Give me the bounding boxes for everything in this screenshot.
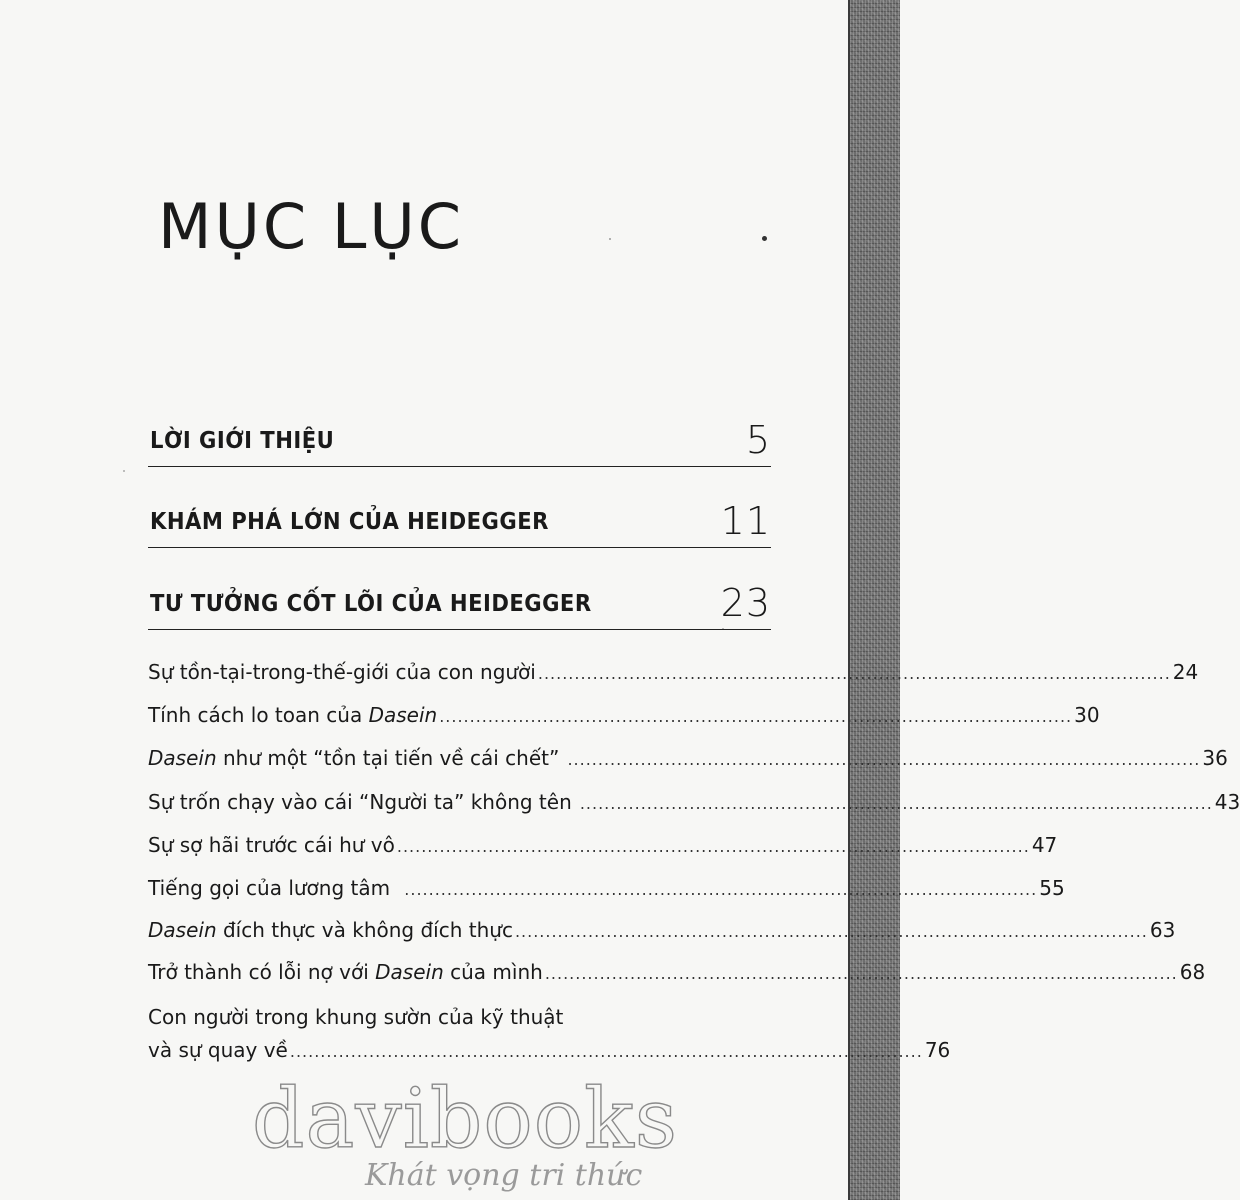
toc-entry[interactable] <box>148 833 1058 857</box>
entry-page-number: 47 <box>1031 833 1058 857</box>
section-page-number: 11 <box>720 499 771 543</box>
entry-page-number: 30 <box>1074 703 1100 727</box>
section-title: LỜI GIỚI THIỆU <box>150 428 335 454</box>
section-page-number: 5 <box>745 418 771 462</box>
dot-leader: ........................................................................................................ <box>396 837 1030 856</box>
dot-leader: ........................................................................................................ <box>514 922 1148 941</box>
entry-page-number: 76 <box>924 1038 951 1062</box>
toc-entry[interactable] <box>148 960 1206 984</box>
entry-page-number: 36 <box>1202 746 1228 770</box>
toc-entry[interactable] <box>148 790 1240 814</box>
entry-label: Trở thành có lỗi nợ với Dasein của mình <box>148 960 543 984</box>
entry-label: Dasein đích thực và không đích thực <box>148 918 513 942</box>
entry-page-number: 55 <box>1039 876 1065 900</box>
watermark-logo: davibooks <box>252 1072 678 1167</box>
ink-speck <box>123 470 125 472</box>
toc-entry[interactable] <box>148 876 1065 900</box>
toc-entry[interactable] <box>148 703 1100 727</box>
dot-leader: ........................................................................................................ <box>392 880 1038 899</box>
entry-label: Sự sợ hãi trước cái hư vô <box>148 833 395 857</box>
entry-label: Dasein như một “tồn tại tiến về cái chết” <box>148 746 560 770</box>
dot-leader: ........................................................................................................ <box>439 707 1073 726</box>
entry-label: Sự trốn chạy vào cái “Người ta” không tên <box>148 790 572 814</box>
toc-entry[interactable] <box>148 918 1176 942</box>
watermark-tagline: Khát vọng tri thức <box>365 1158 643 1193</box>
entry-page-number: 24 <box>1172 660 1199 684</box>
entry-label: Tính cách lo toan của Dasein <box>148 703 438 727</box>
section-title: TƯ TƯỞNG CỐT LÕI CỦA HEIDEGGER <box>150 591 592 617</box>
section-row-introduction[interactable] <box>148 406 771 467</box>
toc-entry-first-line[interactable]: Con người trong khung sườn của kỹ thuật <box>148 1005 564 1029</box>
section-row-core-thought[interactable] <box>148 569 771 630</box>
dot-leader: ........................................................................................................ <box>573 794 1213 813</box>
entry-label: Sự tồn-tại-trong-thế-giới của con người <box>148 660 536 684</box>
entry-label: Tiếng gọi của lương tâm <box>148 876 391 900</box>
toc-entry[interactable] <box>148 746 1228 770</box>
entry-page-number: 68 <box>1179 960 1206 984</box>
dot-leader: ........................................................................................................ <box>561 750 1201 769</box>
section-title: KHÁM PHÁ LỚN CỦA HEIDEGGER <box>150 509 549 535</box>
toc-entry[interactable] <box>148 1038 951 1062</box>
ink-speck <box>609 238 611 240</box>
dot-leader: ........................................................................................................ <box>289 1042 923 1061</box>
dot-leader: ........................................................................................................ <box>544 964 1178 983</box>
entry-page-number: 43 <box>1214 790 1240 814</box>
toc-entry[interactable] <box>148 660 1199 684</box>
section-row-great-discovery[interactable] <box>148 487 771 548</box>
dot-leader: ........................................................................................................ <box>537 664 1171 683</box>
book-spine <box>850 0 900 1200</box>
entry-page-number: 63 <box>1149 918 1176 942</box>
entry-label: và sự quay về <box>148 1038 288 1062</box>
page-title: MỤC LỤC <box>158 190 465 263</box>
ink-speck <box>762 236 767 241</box>
section-page-number: 23 <box>720 581 771 625</box>
